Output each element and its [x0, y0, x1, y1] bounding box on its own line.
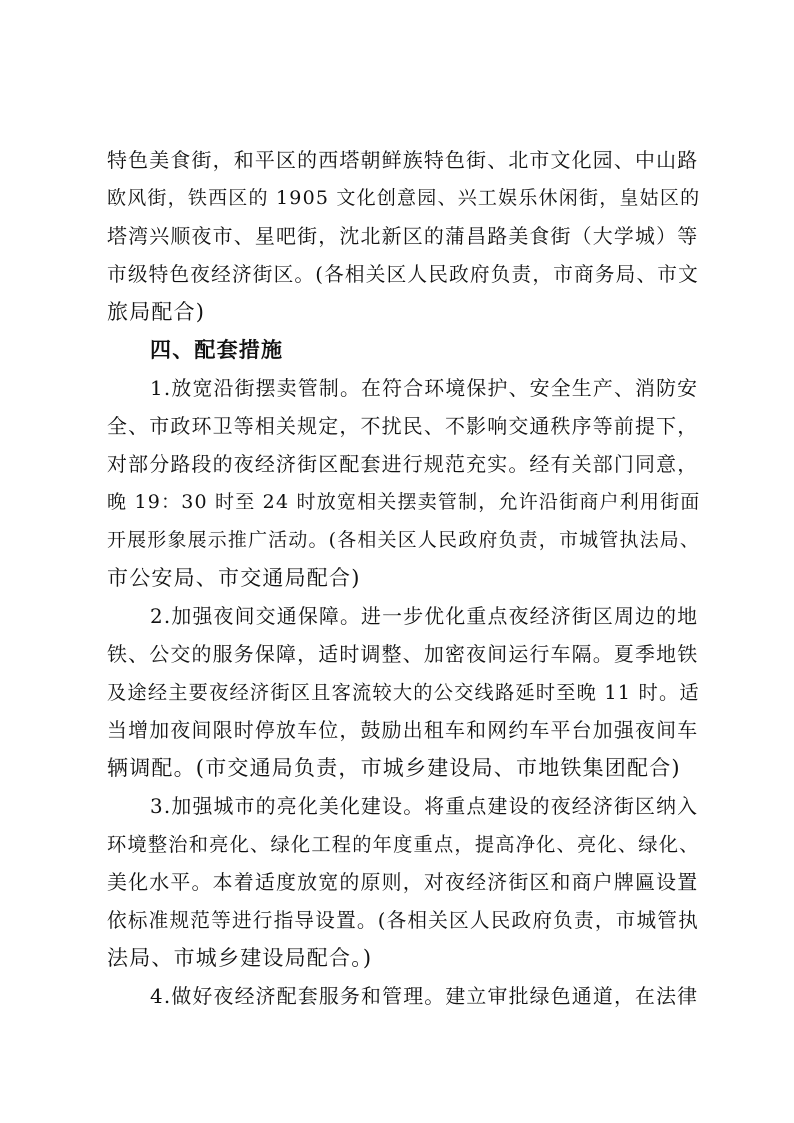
body-text-line: 塔湾兴顺夜市、星吧街，沈北新区的蒲昌路美食街（大学城）等: [107, 225, 699, 248]
body-text-line: 环境整治和亮化、绿化工程的年度重点，提高净化、亮化、绿化、: [107, 833, 700, 856]
body-text-line: 4.做好夜经济配套服务和管理。建立审批绿色通道，在法律: [150, 985, 699, 1008]
body-text-line: 2.加强夜间交通保障。进一步优化重点夜经济街区周边的地: [150, 605, 699, 628]
body-text-line: 欧风街，铁西区的 1905 文化创意园、兴工娱乐休闲街，皇姑区的: [107, 187, 701, 209]
body-text-line: 及途经主要夜经济街区且客流较大的公交线路延时至晚 11 时。适: [107, 681, 700, 704]
body-text-line: 依标准规范等进行指导设置。(各相关区人民政府负责，市城管执: [107, 909, 699, 932]
body-text-line: 旅局配合): [107, 300, 206, 324]
body-text-line: 法局、市城乡建设局配合。): [107, 946, 373, 970]
body-text-line: 当增加夜间限时停放车位，鼓励出租车和网约车平台加强夜间车: [107, 719, 699, 742]
body-text-line: 市公安局、市交通局配合): [107, 566, 361, 590]
body-text-line: 辆调配。(市交通局负责，市城乡建设局、市地铁集团配合): [107, 756, 681, 780]
section-heading: 四、配套措施: [150, 338, 284, 362]
body-text-line: 市级特色夜经济街区。(各相关区人民政府负责，市商务局、市文: [107, 263, 699, 286]
body-text-line: 1.放宽沿街摆卖管制。在符合环境保护、安全生产、消防安: [150, 377, 699, 400]
body-text-line: 晚 19：30 时至 24 时放宽相关摆卖管制，允许沿街商户利用街面: [107, 491, 701, 513]
body-text-line: 3.加强城市的亮化美化建设。将重点建设的夜经济街区纳入: [150, 795, 699, 818]
body-text-line: 全、市政环卫等相关规定，不扰民、不影响交通秩序等前提下，: [107, 415, 699, 438]
body-text-line: 开展形象展示推广活动。(各相关区人民政府负责，市城管执法局、: [107, 529, 701, 551]
body-text-line: 特色美食街，和平区的西塔朝鲜族特色街、北市文化园、中山路: [107, 149, 699, 172]
body-text-line: 美化水平。本着适度放宽的原则，对夜经济街区和商户牌匾设置: [107, 871, 699, 894]
body-text-line: 铁、公交的服务保障，适时调整、加密夜间运行车隔。夏季地铁: [107, 643, 699, 666]
body-text-line: 对部分路段的夜经济街区配套进行规范充实。经有关部门同意，: [107, 453, 699, 476]
